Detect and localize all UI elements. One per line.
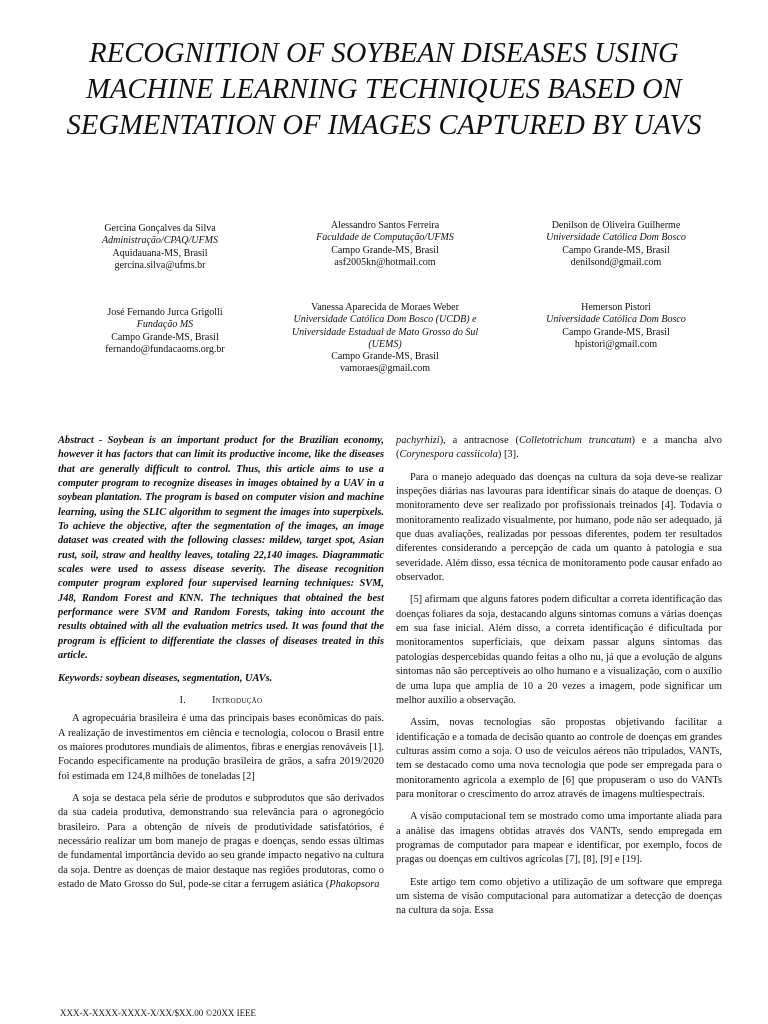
paragraph: [5] afirmam que alguns fatores podem dificultar a correta identificação das doenças foliares da soja, destacando alguns sintomas comuns a várias doenças em sua fase inicial. Além disso, a correta identificação é dificultada por monitoramentos superficiais, que deixam passar alguns sintomas das patologias despercebidas quando feitas a olho nu, já que a evolução de alguns sintomas não são perceptíveis ao olho humano e a visualização, com o auxílio de uma lupa que amplia de 10 a 20 vezes a imagem, pode significar um melhor auxílio a observação. (396, 594, 722, 706)
paragraph (396, 434, 722, 463)
left-column (58, 434, 384, 900)
paragraph: A agropecuária brasileira é uma das principais bases econômicas do país. A realização de investimentos em ciência e tecnologia, colocou o Brasil entre os maiores produtores mundiais de alimentos, fibras e energias renováveis [1]. Focando especificamente na produção brasileira de grãos, a safra 2019/2020 foi estimada em 124,8 milhões de toneladas [2] (58, 713, 384, 782)
copyright-footer: XXX-X-XXXX-XXXX-X/XX/$XX.00 ©20XX IEEE (60, 1008, 257, 1018)
paper-title: RECOGNITION OF SOYBEAN DISEASES USING MACHINE LEARNING TECHNIQUES BASED ON SEGMENTATION OF IMAGES CAPTURED BY UAVS (66, 38, 702, 141)
author-block-1 (60, 223, 260, 272)
paragraph: A visão computacional tem se mostrado como uma importante aliada para a análise das imagens obtidas através dos VANTs, sendo empregada em programas de computador para mapear e identificar, por exemplo, focos de pragas ou doenças em cultivos agrícolas [7], [8], [9] e [19]. (396, 811, 722, 866)
author-affiliation: Universidade Católica Dom Bosco (546, 314, 686, 326)
author-location: Campo Grande-MS, Brasil (562, 326, 670, 338)
section-number: I. (179, 694, 187, 706)
author-email: gercina.silva@ufms.br (114, 259, 206, 271)
author-email: fernando@fundacaoms.org.br (105, 343, 225, 355)
author-affiliation: Faculdade de Computação/UFMS (316, 232, 454, 244)
species-name: Phakopsora (329, 878, 380, 890)
paragraph: Para o manejo adequado das doenças na cultura da soja deve-se realizar inspeções diárias nas lavouras para identificar sinais do ataque de doenças. O monitoramento deve ser realizado por profissionais treinados [4]. Todavia o monitoramento realizado visualmente, por humano, pode não ser adequado, já que duas avaliações, realizadas por pessoas diferentes, podem ter resultados diferentes considerando a percepção de cada um quanto à patologia e sua severidade. Além disso, essa técnica de monitoramento pode causar enfado ao observador. (396, 471, 722, 584)
species-name: Corynespora cassiicola (399, 449, 498, 461)
author-email: vamoraes@gmail.com (339, 363, 430, 375)
author-block-5 (290, 302, 480, 376)
author-block-3 (510, 220, 722, 269)
author-name: Vanessa Aparecida de Moraes Weber (311, 302, 459, 313)
paragraph: Assim, novas tecnologias são propostas objetivando facilitar a identificação e a tomada de decisão quanto ao controle de doenças em grandes culturas assim como a soja. O uso de veículos aéreos não tripulados, VANTs, tem se destacado como uma nova tecnologia que pode ser empregada para o monitoramento agrícola a exemplo de [6] que propuseram o uso do VANTs para monitorar o crescimento do arroz através de imagens multiespectrais. (396, 717, 723, 800)
author-location: Campo Grande-MS, Brasil (562, 244, 670, 256)
author-affiliation: Administração/CPAQ/UFMS (102, 235, 218, 247)
paragraph-text: ) e a mancha alvo ( (396, 435, 722, 461)
author-name: José Fernando Jurca Grigolli (107, 307, 223, 318)
author-name: Hemerson Pistori (581, 302, 651, 313)
author-block-6 (510, 302, 722, 351)
author-location: Campo Grande-MS, Brasil (111, 331, 219, 343)
paragraph (58, 792, 384, 892)
paragraph-text: A soja se destaca pela série de produtos e subprodutos que são derivados da sua cadeia produtiva, demonstrando sua relevância para o agronegócio brasileiro. Para a obtenção de níveis de produtividade satisfatórios, é necessário realizar um bom manejo de pragas e doenças, sendo essas últimas de fundamental importância devido ao seu grande impacto negativo na cultura da soja. Dentre as doenças de maior destaque nas regiões produtoras, como o estado de Mato Grosso do Sul, pode-se citar a ferrugem asiática ( (58, 792, 384, 890)
species-name: pachyrhizi (396, 435, 440, 446)
paragraph-text: ), a antracnose ( (439, 435, 519, 446)
section-title: Introdução (212, 694, 263, 706)
paragraph: Este artigo tem como objetivo a utilização de um software que emprega um sistema de visão computacional para automatizar a detecção de doenças na cultura da soja. Essa (396, 876, 722, 917)
author-name: Denilson de Oliveira Guilherme (551, 220, 681, 231)
author-location: Aquidauana-MS, Brasil (112, 247, 208, 259)
author-location: Campo Grande-MS, Brasil (331, 351, 439, 363)
keywords: Keywords: soybean diseases, segmentation, UAVs. (58, 672, 273, 684)
right-column (396, 434, 722, 927)
author-block-2 (285, 220, 485, 269)
author-email: denilsond@gmail.com (570, 256, 662, 268)
author-name: Alessandro Santos Ferreira (330, 220, 440, 231)
species-name: Colletotrichum truncatum (518, 435, 632, 446)
section-heading (58, 694, 384, 708)
author-email: asf2005kn@hotmail.com (334, 256, 436, 268)
paragraph-text: ) [3]. (497, 449, 519, 461)
author-email: hpistori@gmail.com (574, 338, 658, 350)
author-block-4 (60, 307, 270, 356)
abstract: Abstract - Soybean is an important product for the Brazilian economy, however it has factors that can limit its productive income, like the diseases that are generally difficult to control. Thus, this article aims to use a computer program to recognize diseases in images obtained by a UAV in a soybean plantation. The program is based on computer vision and machine learning, using the SLIC algorithm to segment the images into superpixels. To achieve the objective, after the segmentation of the images, an image dataset was created with the following classes: mildew, target spot, Asian rust, soil, straw and healthy leaves, totaling 22,140 images. Diagrammatic scales were used to assess disease severity. The disease recognition computer program explored four supervised learning techniques: SVM, J48, Random Forest and KNN. The techniques that obtained the best performance were SVM and Random Forests, taking into account the results obtained with all the evaluation metrics used. It was found that the program is efficient to differentiate the classes of diseases treated in this article. (58, 435, 384, 662)
author-affiliation: Universidade Católica Dom Bosco (UCDB) e Universidade Estadual de Mato Grosso do Sul (UEMS) (291, 314, 479, 350)
author-affiliation: Universidade Católica Dom Bosco (546, 232, 686, 244)
author-affiliation: Fundação MS (136, 319, 194, 331)
author-location: Campo Grande-MS, Brasil (331, 244, 439, 256)
author-name: Gercina Gonçalves da Silva (104, 223, 216, 234)
